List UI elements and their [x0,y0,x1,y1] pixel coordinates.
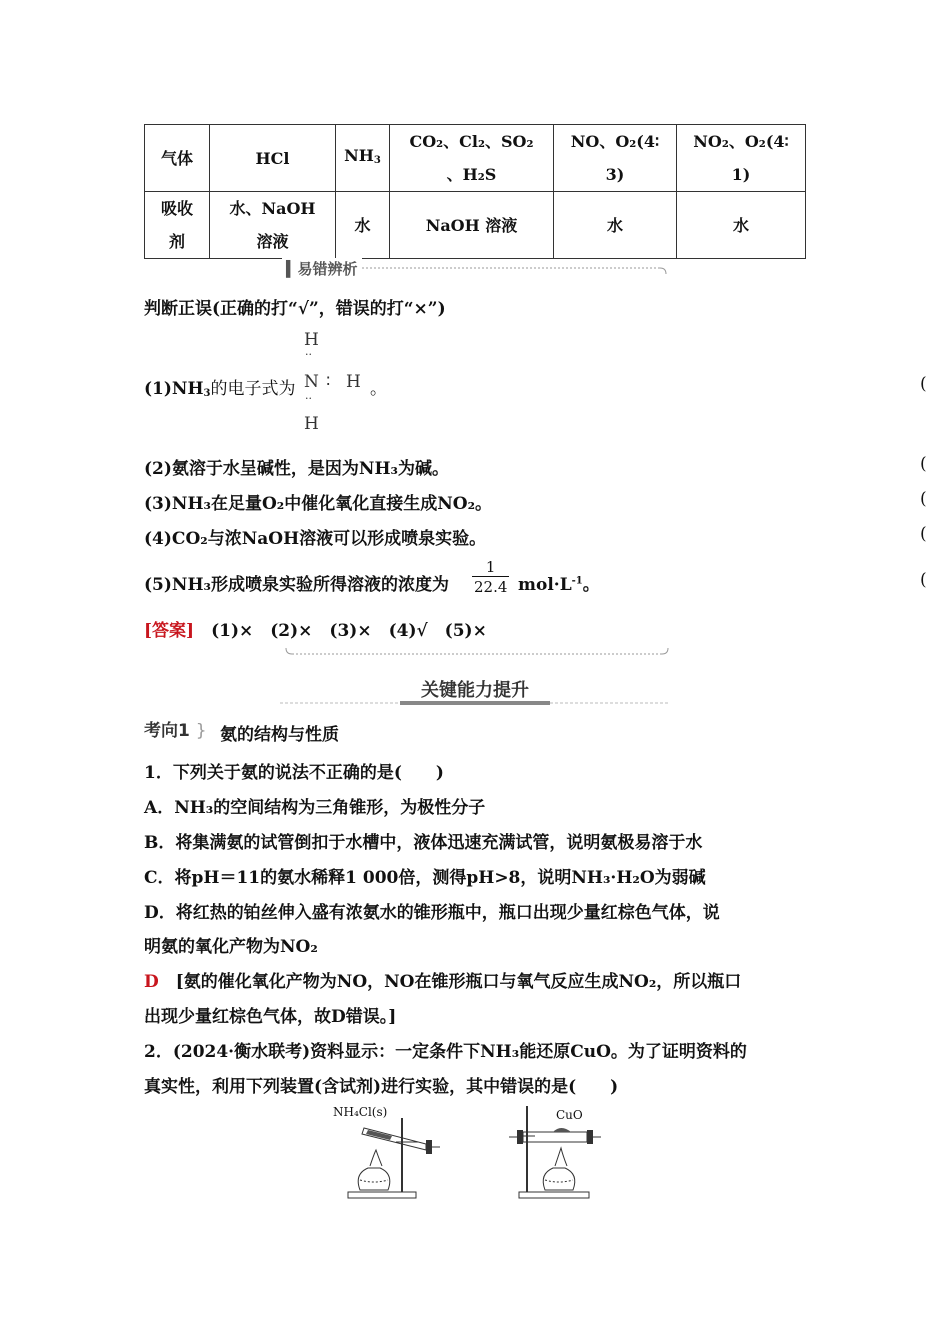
instruction-text: 判断正误(正确的打“√”，错误的打“×”) [144,299,446,319]
q2-stem-cont: 真实性，利用下列装置(含试剂)进行实验，其中错误的是( ) [144,1077,619,1097]
answer-paren: ( [920,524,927,544]
cell-absorbent-no2: 水 [677,192,806,259]
lewis-structure-nh3: H ·· N ∶ H ·· H [304,330,361,434]
answer-paren: ( [920,570,927,590]
answer-paren: ( [920,489,927,509]
table-row [145,192,806,259]
cell-hcl: HCl [210,125,336,192]
key-ability-title: 关键能力提升 [421,680,529,701]
absorbent-table [144,124,806,259]
q1-option-c: C．将pH＝11的氨水稀释1 000倍，测得pH>8，说明NH₃·H₂O为弱碱 [144,868,706,888]
apparatus-nh4cl-heating [330,1104,450,1204]
q1-option-d-cont: 明氨的氧化产物为NO₂ [144,937,318,957]
section-divider-bottom [282,646,672,660]
item-3: (3)NH₃在足量O₂中催化氧化直接生成NO₂。 [144,494,493,514]
errors-badge: ▍易错辨析 [282,258,362,279]
cell-absorbent-no: 水 [554,192,677,259]
cell-gas-label: 气体 [145,125,210,192]
item-5-unit: $mol\cdot L^{-1}$。 [518,575,600,595]
table-row [145,125,806,192]
answer-paren: ( [920,454,927,474]
cell-absorbent-hcl: 水、NaOH 溶液 [210,192,336,259]
cell-nh3: $NH_3$ [336,125,390,192]
label-cuo: CuO [556,1108,583,1122]
q1-explanation: D [氨的催化氧化产物为NO，NO在锥形瓶口与氧气反应生成NO₂，所以瓶口 [144,972,742,992]
q1-stem: 1．下列关于氨的说法不正确的是( ) [144,763,444,783]
item-1: $(1)NH_3$的电子式为 [144,379,296,399]
cell-absorbent-acid: NaOH 溶液 [390,192,554,259]
item-5: (5)NH₃形成喷泉实验所得溶液的浓度为 [144,575,449,595]
q2-stem: 2．(2024·衡水联考)资料显示：一定条件下NH₃能还原CuO。为了证明资料的 [144,1042,747,1062]
item-4: (4)CO₂与浓NaOH溶液可以形成喷泉实验。 [144,529,487,549]
cell-absorbent-nh3: 水 [336,192,390,259]
q1-explanation-cont: 出现少量红棕色气体，故D错误。] [144,1007,397,1027]
cell-absorbent-label: 吸收 剂 [145,192,210,259]
label-nh4cl: NH₄Cl(s) [333,1105,388,1119]
fraction: $\frac{1}{22.4}$ [474,558,508,596]
q1-option-b: B．将集满氨的试管倒扣于水槽中，液体迅速充满试管，说明氨极易溶于水 [144,833,703,853]
cell-no2-o2: NO₂、O₂(4∶ 1) [677,125,806,192]
cell-acid-gases: CO₂、Cl₂、SO₂ 、H₂S [390,125,554,192]
q1-option-a: A．NH₃的空间结构为三角锥形，为极性分子 [144,798,486,818]
cell-no-o2: NO、O₂(4∶ 3) [554,125,677,192]
q1-option-d: D．将红热的铂丝伸入盛有浓氨水的锥形瓶中，瓶口出现少量红棕色气体，说 [144,903,720,923]
apparatus-cuo-heating [505,1104,605,1204]
kaoxiang-label: 考向1 } [144,721,207,741]
item-2: (2)氨溶于水呈碱性，是因为NH₃为碱。 [144,459,449,479]
answer-paren: ( [920,374,927,394]
answer-line: [答案] (1)× (2)× (3)× (4)√ (5)× [144,621,487,641]
kaoxiang-title: 氨的结构与性质 [220,725,339,745]
